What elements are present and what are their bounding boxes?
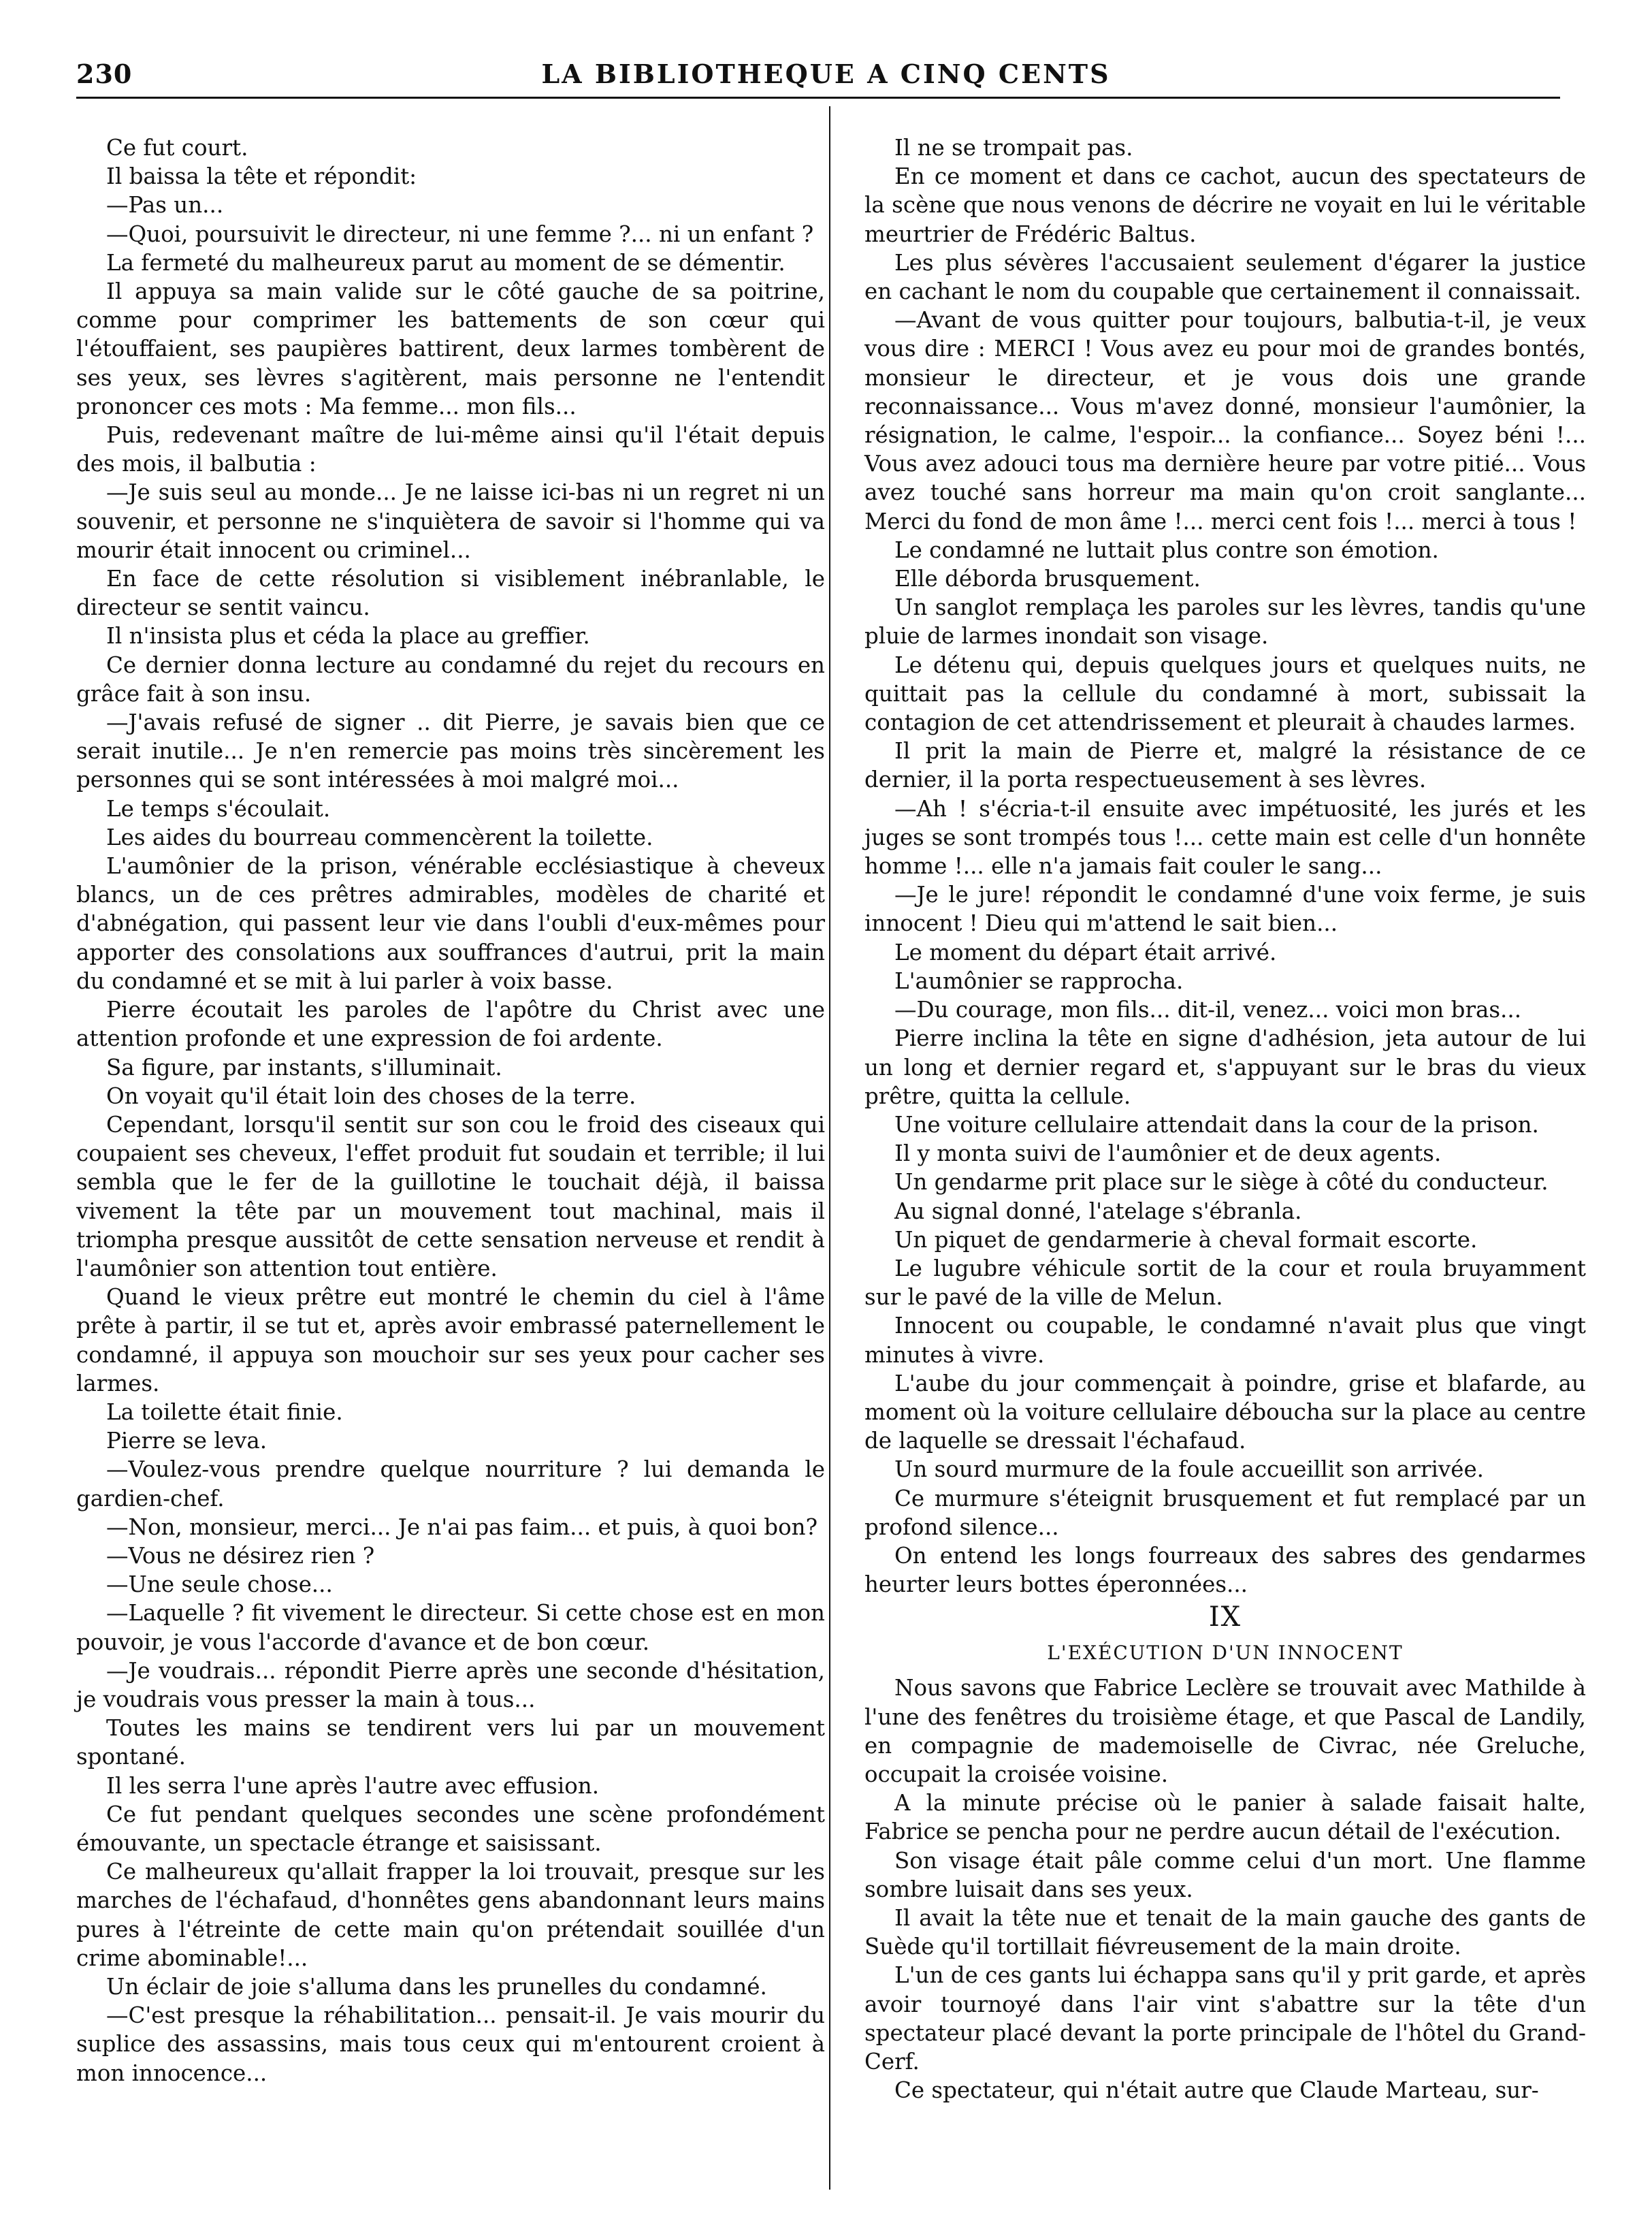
paragraph: Il avait la tête nue et tenait de la main gauche des gants de Suède qu'il tortillait fiévreusement de la main droite. [864,1904,1586,1960]
paragraph: Un éclair de joie s'alluma dans les prunelles du condamné. [106,1974,767,2000]
paragraph: Il les serra l'une après l'autre avec effusion. [106,1772,600,1799]
section-title: L'EXÉCUTION D'UN INNOCENT [1047,1642,1404,1665]
paragraph: —Je suis seul au monde... Je ne laisse ici-bas ni un regret ni un souvenir, et personne ne s'inquiètera de savoir si l'homme qui va mourir était innocent ou criminel... [76,479,825,563]
paragraph: —Non, monsieur, merci... Je n'ai pas faim... et puis, à quoi bon? [106,1514,818,1540]
paragraph: Un sanglot remplaça les paroles sur les lèvres, tandis qu'une pluie de larmes inondait son visage. [864,594,1586,650]
paragraph: Puis, redevenant maître de lui-même ainsi qu'il l'était depuis des mois, il balbutia : [76,422,825,477]
paragraph: L'aube du jour commençait à poindre, grise et blafarde, au moment où la voiture cellulaire déboucha sur la place au centre de laquelle se dressait l'échafaud. [864,1370,1586,1454]
paragraph: Ce fut court. [106,135,248,161]
paragraph: Son visage était pâle comme celui d'un mort. Une flamme sombre luisait dans ses yeux. [864,1847,1586,1902]
page-number: 230 [76,59,133,89]
paragraph: Quand le vieux prêtre eut montré le chemin du ciel à l'âme prête à partir, il se tut et, après avoir embrassé paternellement le condamné, il appuya son mouchoir sur ses yeux pour cacher ses larmes. [76,1284,825,1396]
paragraph: —Je voudrais... répondit Pierre après une seconde d'hésitation, je voudrais vous presser la main à tous... [76,1657,825,1712]
paragraph: Le lugubre véhicule sortit de la cour et roula bruyamment sur le pavé de la ville de Melun. [864,1255,1586,1311]
paragraph: En face de cette résolution si visiblement inébranlable, le directeur se sentit vaincu. [76,566,825,621]
paragraph: —Je le jure! répondit le condamné d'une voix ferme, je suis innocent ! Dieu qui m'attend le sait bien... [864,882,1586,937]
paragraph: Elle déborda brusquement. [894,566,1201,592]
paragraph: —Vous ne désirez rien ? [106,1542,375,1569]
paragraph: Un piquet de gendarmerie à cheval formait escorte. [894,1226,1478,1253]
paragraph: Pierre écoutait les paroles de l'apôtre du Christ avec une attention profonde et une expression de foi ardente. [76,997,825,1052]
paragraph: La fermeté du malheureux parut au moment de se démentir. [106,249,785,276]
paragraph: La toilette était finie. [106,1398,343,1425]
paragraph: Le temps s'écoulait. [106,795,331,822]
paragraph: Nous savons que Fabrice Leclère se trouvait avec Mathilde à l'une des fenêtres du troisième étage, et que Pascal de Landily, en compagnie de mademoiselle de Civrac, née Greluche, occupait la croisée voisine. [864,1675,1586,1787]
paragraph: On entend les longs fourreaux des sabres des gendarmes heurter leurs bottes éperonnées... [864,1542,1586,1598]
paragraph: Pierre se leva. [106,1428,268,1454]
paragraph: A la minute précise où le panier à salade faisait halte, Fabrice se pencha pour ne perdre aucun détail de l'exécution. [864,1790,1586,1845]
paragraph: Les plus sévères l'accusaient seulement d'égarer la justice en cachant le nom du coupable que certainement il connaissait. [864,249,1586,305]
column-divider [829,106,830,2190]
paragraph: —C'est presque la réhabilitation... pensait-il. Je vais mourir du suplice des assassins, mais tous ceux qui m'entourent croient à mon innocence... [76,2002,825,2086]
running-title: LA BIBLIOTHEQUE A CINQ CENTS [541,59,1111,89]
header-rule [76,97,1560,99]
paragraph: —Du courage, mon fils... dit-il, venez... voici mon bras... [894,997,1522,1023]
paragraph: Une voiture cellulaire attendait dans la cour de la prison. [894,1111,1539,1138]
paragraph: Ce spectateur, qui n'était autre que Claude Marteau, sur- [894,2077,1539,2104]
paragraph: Il appuya sa main valide sur le côté gauche de sa poitrine, comme pour comprimer les battements de son cœur qui l'étouffaient, ses paupières battirent, deux larmes tombèrent de ses yeux, ses lèvres s'agitèrent, mais personne ne l'entendit prononcer ces mots : Ma femme... mon fils... [76,278,825,419]
paragraph: Au signal donné, l'atelage s'ébranla. [894,1198,1302,1224]
paragraph: —Laquelle ? fit vivement le directeur. Si cette chose est en mon pouvoir, je vous l'accorde d'avance et de bon cœur. [76,1600,825,1655]
paragraph: Il baissa la tête et répondit: [106,163,417,190]
paragraph: —Voulez-vous prendre quelque nourriture ? lui demanda le gardien-chef. [76,1456,825,1511]
paragraph: L'un de ces gants lui échappa sans qu'il y prit garde, et après avoir tournoyé dans l'air vint s'abattre sur la tête d'un spectateur placé devant la porte principale de l'hôtel du Grand-Cerf. [864,1962,1586,2075]
paragraph: —Avant de vous quitter pour toujours, balbutia-t-il, je veux vous dire : MERCI ! Vous avez eu pour moi de grandes bontés, monsieur le directeur, et je vous dois une grande reconnaissance... Vous m'avez donné, monsieur l'aumônier, la résignation, le calme, l'espoir... la confiance... Soyez béni !... Vous avez adouci tous ma dernière heure par votre pitié... Vous avez touché sans horreur ma main qu'on croit sanglante... Merci du fond de mon âme !... merci cent fois !... merci à tous ! [864,307,1586,534]
paragraph: L'aumônier de la prison, vénérable ecclésiastique à cheveux blancs, un de ces prêtres admirables, modèles de charité et d'abnégation, qui passent leur vie dans l'oubli d'eux-mêmes pour apporter des consolations aux souffrances d'autrui, prit la main du condamné et se mit à lui parler à voix basse. [76,853,825,994]
paragraph: Un sourd murmure de la foule accueillit son arrivée. [894,1456,1485,1483]
right-column [864,133,1586,2105]
paragraph: Cependant, lorsqu'il sentit sur son cou le froid des ciseaux qui coupaient ses cheveux, l'effet produit fut soudain et terrible; il lui sembla que le fer de la guillotine le touchait déjà, il baissa vivement la tête par un mouvement tout machinal, mais il triompha presque aussitôt de cette sensation nerveuse et rendit à l'aumônier son attention tout entière. [76,1111,825,1281]
paragraph: Toutes les mains se tendirent vers lui par un mouvement spontané. [76,1715,825,1770]
paragraph: Ce murmure s'éteignit brusquement et fut remplacé par un profond silence... [864,1485,1586,1540]
left-column [76,133,825,2087]
paragraph: On voyait qu'il était loin des choses de la terre. [106,1083,636,1109]
paragraph: —J'avais refusé de signer .. dit Pierre, je savais bien que ce serait inutile... Je n'en remercie pas moins très sincèrement les personnes qui se sont intéressées à moi malgré moi... [76,709,825,793]
paragraph: —Une seule chose... [106,1571,333,1598]
paragraph: —Pas un... [106,192,224,219]
paragraph: Il prit la main de Pierre et, malgré la résistance de ce dernier, il la porta respectueusement à ses lèvres. [864,738,1586,793]
paragraph: Le détenu qui, depuis quelques jours et quelques nuits, ne quittait pas la cellule du condamné à mort, subissait la contagion de cet attendrissement et pleurait à chaudes larmes. [864,652,1586,736]
paragraph: Il y monta suivi de l'aumônier et de deux agents. [894,1140,1442,1167]
paragraph: Le moment du départ était arrivé. [894,939,1277,965]
paragraph: Innocent ou coupable, le condamné n'avait plus que vingt minutes à vivre. [864,1313,1586,1368]
paragraph: Ce fut pendant quelques secondes une scène profondément émouvante, un spectacle étrange et saisissant. [76,1801,825,1856]
paragraph: Un gendarme prit place sur le siège à côté du conducteur. [894,1169,1549,1196]
paragraph: Il ne se trompait pas. [894,135,1133,161]
paragraph: —Quoi, poursuivit le directeur, ni une femme ?... ni un enfant ? [106,221,814,247]
paragraph: L'aumônier se rapprocha. [894,967,1184,994]
paragraph: Ce dernier donna lecture au condamné du rejet du recours en grâce fait à son insu. [76,652,825,707]
paragraph: Les aides du bourreau commencèrent la toilette. [106,824,653,850]
paragraph: En ce moment et dans ce cachot, aucun des spectateurs de la scène que nous venons de décrire ne voyait en lui le véritable meurtrier de Frédéric Baltus. [864,163,1586,247]
paragraph: Ce malheureux qu'allait frapper la loi trouvait, presque sur les marches de l'échafaud, d'honnêtes gens abandonnant leurs mains pures à l'étreinte de cette main qu'on prétendait souillée d'un crime abominable!... [76,1859,825,1971]
paragraph: Sa figure, par instants, s'illuminait. [106,1054,502,1081]
section-numeral: IX [1208,1601,1242,1633]
paragraph: —Ah ! s'écria-t-il ensuite avec impétuosité, les jurés et les juges se sont trompés tous !... cette main est celle d'un honnête homme !... elle n'a jamais fait couler le sang... [864,795,1586,880]
paragraph: Pierre inclina la tête en signe d'adhésion, jeta autour de lui un long et dernier regard et, s'appuyant sur le bras du vieux prêtre, quitta la cellule. [864,1025,1586,1109]
paragraph: Il n'insista plus et céda la place au greffier. [106,623,590,650]
paragraph: Le condamné ne luttait plus contre son émotion. [894,537,1439,563]
